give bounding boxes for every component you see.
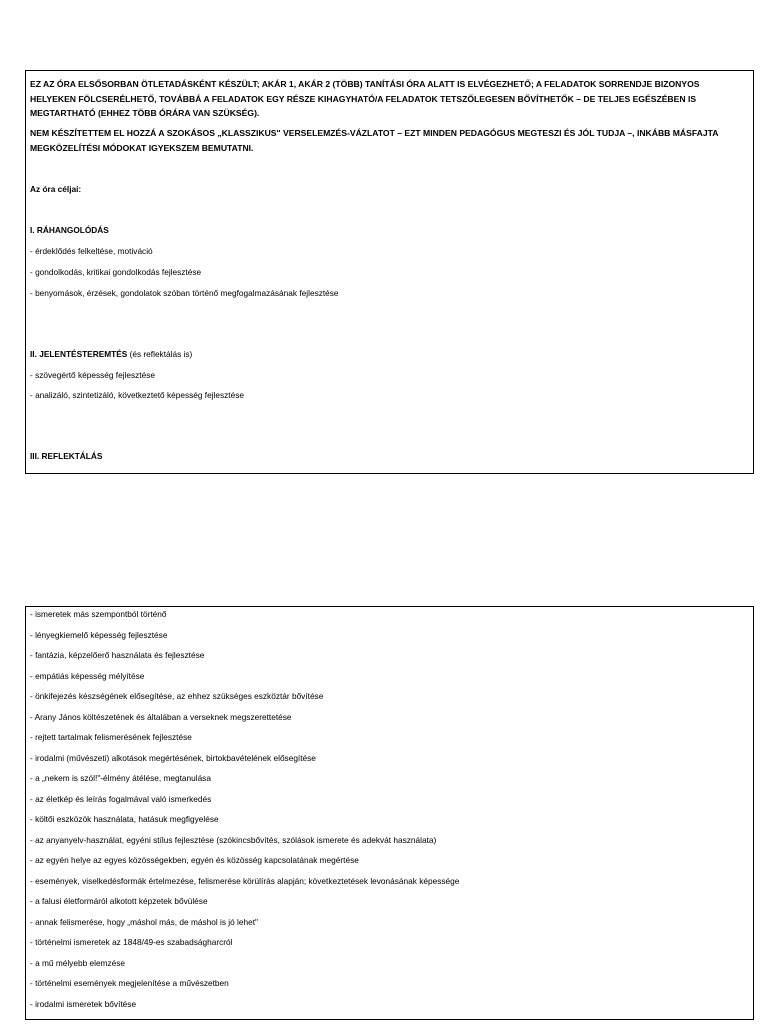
goal-item: - annak felismerése, hogy „máshol más, de máshol is jó lehet"	[30, 917, 258, 927]
goal-item: - ismeretek más szempontból történő	[30, 609, 167, 619]
goal-item: - irodalmi ismeretek bővítése	[30, 999, 137, 1009]
section-2-title: II. JELENTÉSTEREMTÉS	[30, 349, 128, 359]
section-2-title-line	[30, 349, 749, 360]
section-1-item: - érdeklődés felkeltése, motiváció	[30, 246, 153, 256]
document-page-1	[25, 70, 754, 474]
goals-heading: Az óra céljai:	[30, 184, 82, 194]
goal-item: - a „nekem is szól!"-élmény átélése, megtanulása	[30, 773, 211, 783]
goal-item: - empátiás képesség mélyítése	[30, 671, 145, 681]
goal-item: - önkifejezés készségének elősegítése, az ehhez szükséges eszköztár bővítése	[30, 691, 324, 701]
goal-item: - fantázia, képzelőerő használata és fejlesztése	[30, 650, 205, 660]
section-2-title-suffix: (és reflektálás is)	[127, 349, 193, 359]
goal-item: - irodalmi (művészeti) alkotások megértésének, birtokbavételének elősegítése	[30, 753, 316, 763]
section-1-item: - benyomások, érzések, gondolatok szóban történő megfogalmazásának fejlesztése	[30, 288, 339, 298]
section-1-item: - gondolkodás, kritikai gondolkodás fejlesztése	[30, 267, 202, 277]
section-2-item: - analizáló, szintetizáló, következtető képesség fejlesztése	[30, 390, 244, 400]
goal-item: - rejtett tartalmak felismerésének fejlesztése	[30, 732, 192, 742]
goal-item: - az egyén helye az egyes közösségekben, egyén és közösség kapcsolatának megértése	[30, 855, 359, 865]
goal-item: - az életkép és leírás fogalmával való ismerkedés	[30, 794, 212, 804]
goal-item: - a falusi életformáról alkotott képzetek bővülése	[30, 896, 208, 906]
goal-item: - történelmi események megjelenítése a művészetben	[30, 978, 229, 988]
goal-item: - események, viselkedésformák értelmezése, felismerése körülírás alapján; következtetések levonásának képessége	[30, 876, 460, 886]
document-page-2	[25, 606, 754, 1020]
goal-item: - költői eszközök használata, hatásuk megfigyelése	[30, 814, 219, 824]
section-3-title: III. REFLEKTÁLÁS	[30, 451, 103, 461]
goal-item: - Arany János költészetének és általában a verseknek megszerettetése	[30, 712, 292, 722]
section-1-title: I. RÁHANGOLÓDÁS	[30, 225, 109, 235]
section-2-item: - szövegértő képesség fejlesztése	[30, 370, 155, 380]
goal-item: - történelmi ismeretek az 1848/49-es szabadságharcról	[30, 937, 233, 947]
goal-item: - a mű mélyebb elemzése	[30, 958, 125, 968]
goal-item: - lényegkiemelő képesség fejlesztése	[30, 630, 168, 640]
intro-paragraph-2: NEM KÉSZÍTETTEM EL HOZZÁ A SZOKÁSOS „KLASSZIKUS" VERSELEMZÉS-VÁZLATOT – EZT MINDEN PEDAGÓGUS MEGTESZI ÉS JÓL TUDJA –, INKÁBB MÁSFAJTA MEGKÖZELÍTÉSI MÓDOKAT IGYEKSZEM BEMUTATNI.	[30, 128, 719, 153]
goal-item: - az anyanyelv-használat, egyéni stílus fejlesztése (szókincsbővítés, szólások ismerete és adekvát használata)	[30, 835, 437, 845]
intro-paragraph-1: EZ AZ ÓRA ELSŐSORBAN ÖTLETADÁSKÉNT KÉSZÜLT; AKÁR 1, AKÁR 2 (TÖBB) TANÍTÁSI ÓRA ALATT IS ELVÉGEZHETŐ; A FELADATOK SORRENDJE BIZONYOS HELYEKEN FÖLCSERÉLHETŐ, TOVÁBBÁ A FELADATOK EGY RÉSZE KIHAGYHATÓ/A FELADATOK TETSZŐLEGESEN BŐVÍTHETŐK – DE TELJES EGÉSZÉBEN IS MEGTARTHATÓ (EHHEZ TÖBB ÓRÁRA VAN SZÜKSÉG).	[30, 79, 700, 118]
